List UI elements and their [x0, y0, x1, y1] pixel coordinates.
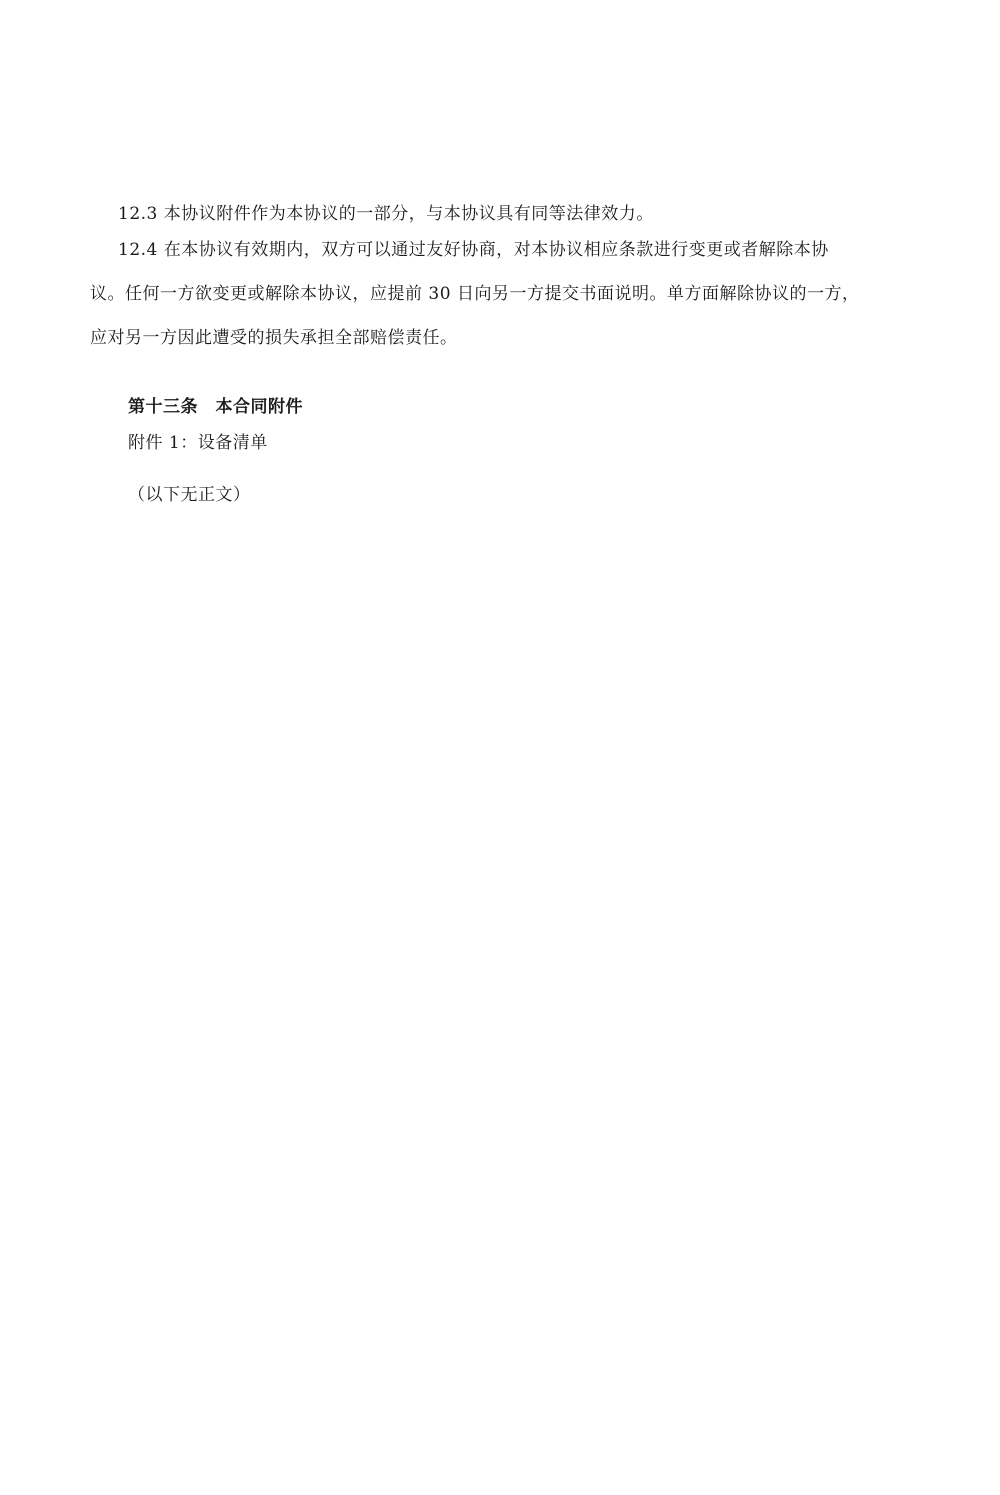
- clause-12-4-paragraph: 12.4 在本协议有效期内，双方可以通过友好协商，对本协议相应条款进行变更或者解除本协议。任何一方欲变更或解除本协议，应提前 30 日向另一方提交书面说明。单方面解除协议的一方，应对另一方因此遭受的损失承担全部赔偿责任。: [90, 240, 860, 348]
- end-of-text-note: （以下无正文）: [128, 485, 251, 505]
- clause-12-3-paragraph: 12.3 本协议附件作为本协议的一部分，与本协议具有同等法律效力。: [118, 204, 654, 224]
- section-heading: 第十三条 本合同附件: [128, 397, 303, 417]
- attachment-line: 附件 1：设备清单: [128, 433, 268, 453]
